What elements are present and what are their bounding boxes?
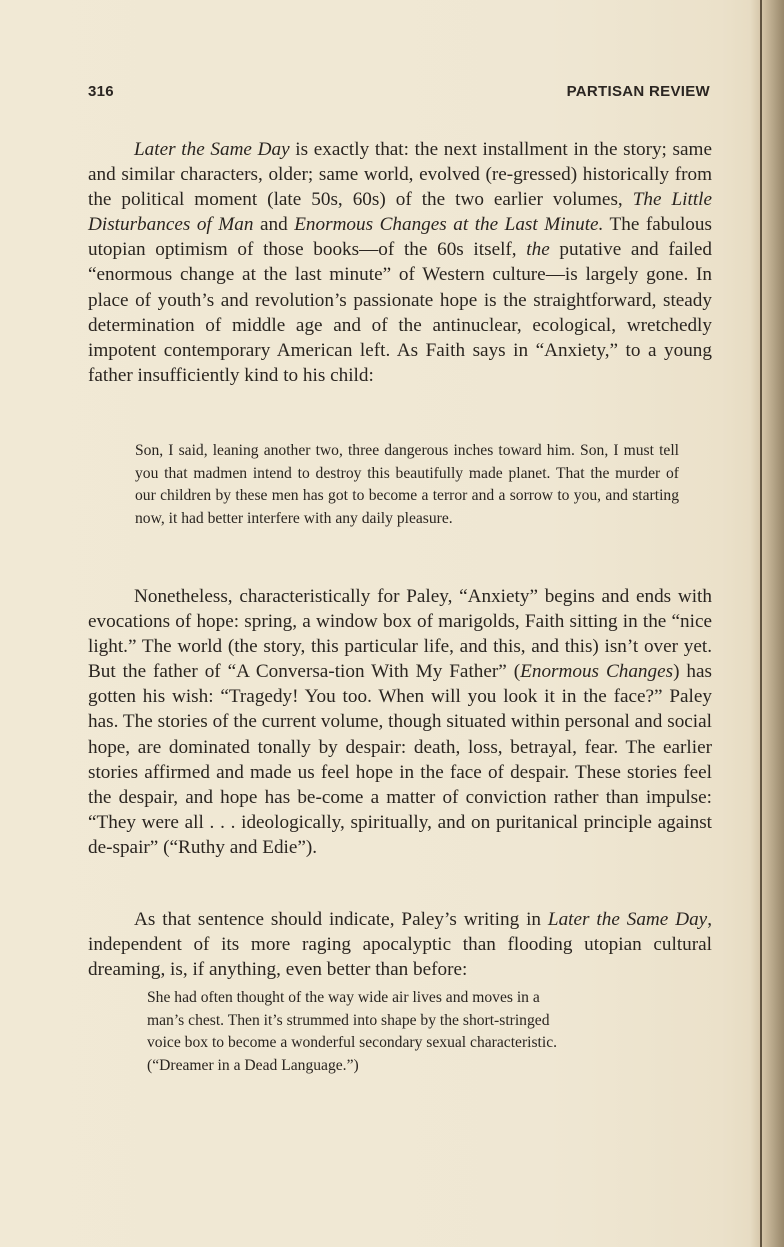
paragraph-3-span: , independent of its more raging apocalyptic than flooding utopian cultural dreaming, is, if anything, even better than before: (88, 909, 712, 981)
emphasis-italic: the (526, 239, 550, 261)
book-spine-edge (760, 0, 762, 1247)
paragraph-3-span: As that sentence should indicate, Paley’s writing in (134, 909, 548, 930)
page-number: 316 (88, 83, 114, 100)
block-quote-2-line: voice box to become a wonderful secondary sexual characteristic. (147, 1034, 558, 1052)
paragraph-1-span: The fabulous utopian optimism of those books—of the 60s itself, (88, 214, 712, 261)
block-quote-1 (135, 440, 679, 530)
paragraph-1-span: and (253, 214, 295, 236)
block-quote-2-line: She had often thought of the way wide air lives and moves in a (147, 989, 540, 1006)
paragraph-3-text (88, 907, 712, 982)
running-head (88, 83, 710, 105)
book-title-italic: Enormous Changes at the Last Minute. (294, 214, 604, 236)
journal-title: PARTISAN REVIEW (566, 83, 710, 100)
block-quote-1-text: Son, I said, leaning another two, three dangerous inches toward him. Son, I must tell you that madmen intend to destroy this beautifully made planet. That the murder of our children by these men has got to become a terror and a sorrow to you, and starting now, it had better interfere with any daily pleasure. (135, 442, 679, 527)
paragraph-1-span: is exactly that: the next installment in the story; same and similar characters, older; same world, evolved (re-gressed) historically from the political moment (late 50s, 60s) of the two earlier volumes, (88, 139, 712, 211)
paragraph-1-text (88, 137, 712, 388)
block-quote-2 (147, 987, 681, 1077)
book-title-italic: Later the Same Day (547, 909, 708, 930)
paragraph-2-text (88, 584, 712, 860)
book-title-italic: Later the Same Day (134, 139, 290, 160)
paragraph-2-span: ) has gotten his wish: “Tragedy! You too. When will you look it in the face?” Paley has. The stories of the current volume, though situated within personal and social hope, are dominated tonally by despair: death, loss, betrayal, fear. The earlier stories affirmed and made us feel hope in the face of despair. These stories feel the despair, and hope has be-come a matter of conviction rather than impulse: “They were all . . . ideologically, spiritually, and on puritanical principle against de-spair” (“Ruthy and Edie”). (88, 661, 713, 858)
paragraph-3 (88, 907, 712, 982)
paragraph-1-span: putative and failed “enormous change at the last minute” of Western culture—is largely gone. In place of youth’s and revolution’s passionate hope is the straightforward, steady determination of middle age and of the antinuclear, ecological, wretchedly impotent contemporary American left. As Faith says in “Anxiety,” to a young father insufficiently kind to his child: (88, 239, 712, 386)
paragraph-1 (88, 137, 712, 388)
paragraph-2 (88, 584, 712, 860)
book-title-italic: Enormous Changes (520, 661, 674, 683)
block-quote-2-line: (“Dreamer in a Dead Language.”) (147, 1056, 359, 1074)
paragraph-2-span: Nonetheless, characteristically for Paley, “Anxiety” begins and ends with evocations of hope: spring, a window box of marigolds, Faith sitting in the “nice light.” The world (the story, this particular life, and this, and this) isn’t over yet. But the father of “A Conversa-tion With My Father” ( (88, 586, 712, 683)
page-edge-shadow (750, 0, 784, 1247)
block-quote-2-line: man’s chest. Then it’s strummed into shape by the short-stringed (147, 1011, 550, 1029)
book-title-italic: The Little Disturbances of Man (88, 189, 713, 236)
